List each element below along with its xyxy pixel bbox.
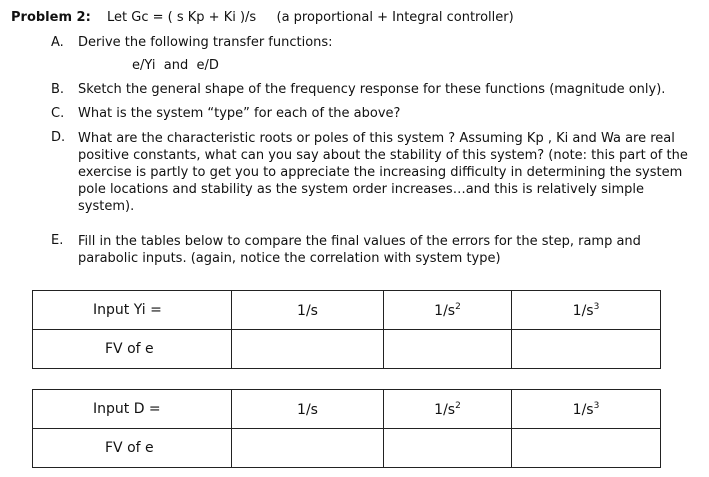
item-d-line: positive constants, what can you say about the stability of this system? (note: this part of the — [78, 148, 688, 163]
table-row-fv — [33, 429, 661, 468]
input-label: Input Yi = — [93, 302, 162, 318]
input-column-parabolic — [512, 291, 661, 330]
final-value-table-yi — [32, 290, 661, 369]
input-column-ramp — [384, 390, 512, 429]
problem-statement: Let Gc = ( s Kp + Ki )/s — [107, 10, 257, 25]
fv-answer-cell[interactable] — [232, 330, 384, 369]
item-b-letter: B. — [51, 82, 65, 97]
input-value: 1/s — [297, 401, 318, 418]
item-c-text: What is the system “type” for each of the above? — [78, 106, 401, 121]
item-e-line: Fill in the tables below to compare the final values of the errors for the step, ramp and — [78, 234, 641, 249]
input-exponent: 2 — [455, 301, 461, 312]
problem-header — [11, 10, 514, 26]
input-label-cell — [33, 390, 232, 429]
problem-label: Problem 2: — [11, 10, 91, 25]
fv-label: FV of e — [105, 440, 154, 456]
input-exponent: 2 — [455, 400, 461, 411]
fv-label-cell — [33, 429, 232, 468]
item-d-letter: D. — [51, 130, 66, 145]
final-value-table-d — [32, 389, 661, 468]
item-a-text: Derive the following transfer functions: — [78, 35, 333, 50]
table-row-fv — [33, 330, 661, 369]
input-column-parabolic — [512, 390, 661, 429]
input-column-step — [232, 390, 384, 429]
input-value: 1/s — [297, 302, 318, 319]
fv-answer-cell[interactable] — [384, 330, 512, 369]
input-value: 1/s — [572, 401, 594, 418]
item-e-text — [78, 233, 641, 267]
input-label-cell — [33, 291, 232, 330]
transfer-functions: e/Yi and e/D — [132, 58, 219, 73]
fv-answer-cell[interactable] — [512, 330, 661, 369]
input-value: 1/s — [434, 302, 456, 319]
item-d-line: exercise is partly to get you to appreciate the increasing difficulty in determining the system — [78, 165, 683, 180]
fv-answer-cell[interactable] — [512, 429, 661, 468]
item-d-line: system). — [78, 199, 135, 214]
fv-label: FV of e — [105, 341, 154, 357]
item-c-letter: C. — [51, 106, 65, 121]
item-d-line: pole locations and stability as the system order increases…and this is relatively simple — [78, 182, 645, 197]
controller-note: (a proportional + Integral controller) — [276, 10, 514, 25]
input-value: 1/s — [434, 401, 456, 418]
item-d-text — [78, 130, 688, 215]
fv-answer-cell[interactable] — [232, 429, 384, 468]
input-label: Input D = — [93, 401, 161, 417]
item-e-line: parabolic inputs. (again, notice the correlation with system type) — [78, 251, 501, 266]
item-b-text: Sketch the general shape of the frequency response for these functions (magnitude only). — [78, 82, 666, 97]
input-column-ramp — [384, 291, 512, 330]
item-d-line: What are the characteristic roots or poles of this system ? Assuming Kp , Ki and Wa are real — [78, 131, 675, 146]
item-a-letter: A. — [51, 35, 64, 50]
input-exponent: 3 — [593, 400, 600, 411]
fv-label-cell — [33, 330, 232, 369]
fv-answer-cell[interactable] — [384, 429, 512, 468]
item-e-letter: E. — [51, 233, 64, 248]
input-exponent: 3 — [593, 301, 600, 312]
input-value: 1/s — [572, 302, 594, 319]
table-row-input — [33, 291, 661, 330]
input-column-step — [232, 291, 384, 330]
table-row-input — [33, 390, 661, 429]
